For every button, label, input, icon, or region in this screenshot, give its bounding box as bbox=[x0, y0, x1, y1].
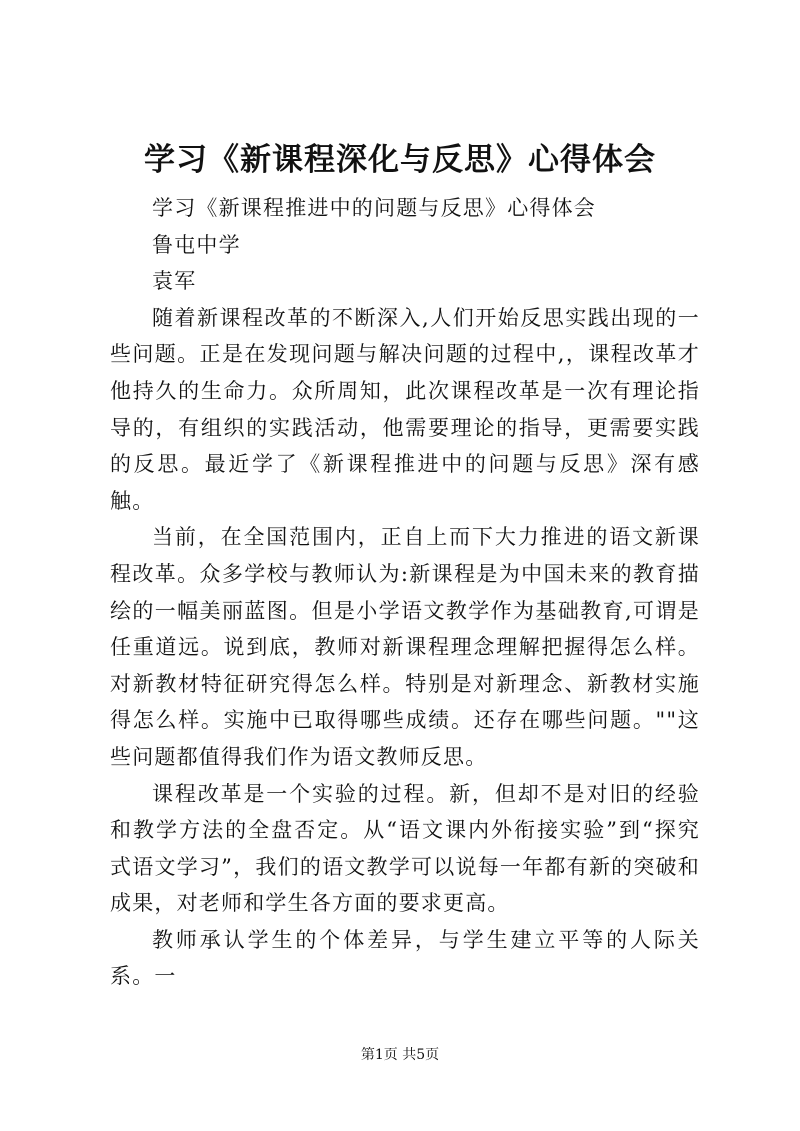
document-body bbox=[110, 190, 700, 995]
body-paragraph: 课程改革是一个实验的过程。新，但却不是对旧的经验和教学方法的全盘否定。从“语文课内外衔接实验”到“探究式语文学习”，我们的语文教学可以说每一年都有新的突破和成果，对老师和学生各方面的要求更高。 bbox=[110, 781, 700, 916]
document-title: 学习《新课程深化与反思》心得体会 bbox=[144, 142, 656, 178]
body-paragraph: 随着新课程改革的不断深入,人们开始反思实践出现的一些问题。正是在发现问题与解决问题的过程中,，课程改革才他持久的生命力。众所周知，此次课程改革是一次有理论指导的，有组织的实践活动，他需要理论的指导，更需要实践的反思。最近学了《新课程推进中的问题与反思》深有感触。 bbox=[110, 305, 700, 513]
page-footer: 第1页 共5页 bbox=[360, 1047, 440, 1063]
author-name: 袁军 bbox=[152, 269, 197, 294]
body-paragraph: 当前，在全国范围内，正自上而下大力推进的语文新课程改革。众多学校与教师认为:新课程是为中国未来的教育描绘的一幅美丽蓝图。但是小学语文教学作为基础教育,可谓是任重道远。说到底，教师对新课程理念理解把握得怎么样。对新教材特征研究得怎么样。特别是对新理念、新教材实施得怎么样。实施中已取得哪些成绩。还存在哪些问题。""这些问题都值得我们作为语文教师反思。 bbox=[110, 525, 700, 769]
document-subtitle: 学习《新课程推进中的问题与反思》心得体会 bbox=[152, 196, 596, 220]
body-paragraph: 教师承认学生的个体差异，与学生建立平等的人际关系。一 bbox=[110, 927, 700, 989]
school-name: 鲁屯中学 bbox=[152, 232, 241, 257]
